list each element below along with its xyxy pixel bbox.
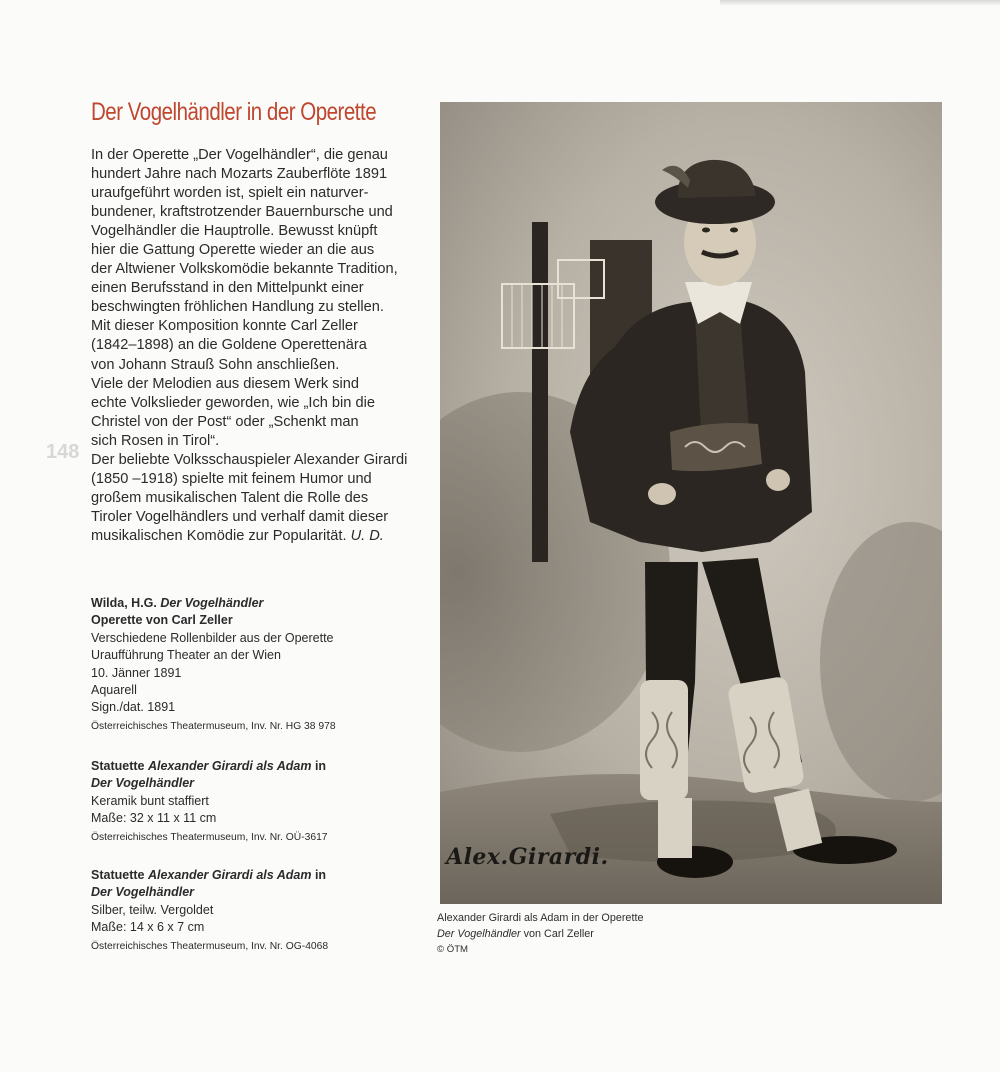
entry-subtitle: Operette von Carl Zeller xyxy=(91,613,233,628)
page-number: 148 xyxy=(46,441,80,463)
body-line: In der Operette „Der Vogelhändler“, die genau xyxy=(91,147,388,163)
body-line: hier die Gattung Operette wieder an die aus xyxy=(91,242,375,259)
body-line: uraufgeführt worden ist, spielt ein naturver- xyxy=(91,185,369,202)
body-line: großem musikalischen Talent die Rolle des xyxy=(91,489,369,506)
left-eye xyxy=(702,228,710,233)
entry-title: Alexander Girardi als Adam xyxy=(147,759,312,773)
body-line: Vogelhändler die Hauptrolle. Bewusst knüpft xyxy=(91,223,378,240)
entry-work: Der Vogelhändler xyxy=(91,885,195,900)
body-line: sich Rosen in Tirol“. xyxy=(91,432,220,449)
entry-connector: in xyxy=(314,868,327,882)
scan-edge-shadow xyxy=(720,0,1000,6)
entry-detail: Verschiedene Rollenbilder aus der Operette xyxy=(91,630,334,645)
body-line: beschwingten fröhlichen Handlung zu stellen. xyxy=(91,299,384,316)
body-line: (1850 –1918) spielte mit feinem Humor und xyxy=(91,470,372,487)
body-line: der Altwiener Volkskomödie bekannte Tradition, xyxy=(91,261,398,278)
right-hand xyxy=(766,469,790,491)
entry-collection: Österreichisches Theatermuseum, Inv. Nr. OG-4068 xyxy=(91,940,329,952)
hat-crown xyxy=(678,160,756,198)
entry-detail: Sign./dat. 1891 xyxy=(91,700,176,715)
body-line: Tiroler Vogelhändlers und verhalf damit dieser xyxy=(91,508,389,525)
entry-title: Der Vogelhändler xyxy=(160,596,264,610)
entry-detail: Silber, teilw. Vergoldet xyxy=(91,902,214,917)
catalog-entry-statuette-ceramic xyxy=(91,758,421,847)
entry-title: Alexander Girardi als Adam xyxy=(147,868,312,882)
body-text xyxy=(91,146,408,546)
hat-feather xyxy=(662,166,690,188)
entry-prefix: Statuette xyxy=(91,868,145,882)
entry-artist: Wilda, H.G. xyxy=(91,596,157,610)
girardi-photograph xyxy=(440,102,942,904)
catalog-entry-wilda xyxy=(91,595,421,736)
body-line: (1842–1898) an die Goldene Operettenära xyxy=(91,337,367,354)
body-line: echte Volkslieder geworden, wie „Ich bin die xyxy=(91,394,375,411)
entry-collection: Österreichisches Theatermuseum, Inv. Nr. OÜ-3617 xyxy=(91,831,328,843)
photo-illustration xyxy=(440,102,942,904)
caption-line: Alexander Girardi als Adam in der Operette xyxy=(437,912,644,924)
entry-connector: in xyxy=(314,759,327,773)
caption-credit: © ÖTM xyxy=(437,944,469,955)
entry-prefix: Statuette xyxy=(91,759,145,773)
right-eye xyxy=(730,228,738,233)
author-initials: U. D. xyxy=(350,527,384,544)
body-line: Christel von der Post“ oder „Schenkt man xyxy=(91,413,359,430)
body-line: einen Berufsstand in den Mittelpunkt einer xyxy=(91,280,364,297)
left-ankle xyxy=(658,798,692,858)
body-line: Mit dieser Komposition konnte Carl Zeller xyxy=(91,318,358,335)
backdrop-foliage xyxy=(820,522,942,802)
entry-detail: Maße: 32 x 11 x 11 cm xyxy=(91,811,217,826)
entry-work: Der Vogelhändler xyxy=(91,776,195,791)
caption-work-title: Der Vogelhändler xyxy=(437,928,521,940)
entry-detail: Uraufführung Theater an der Wien xyxy=(91,648,281,663)
entry-detail: Maße: 14 x 6 x 7 cm xyxy=(91,920,205,935)
body-line: Viele der Melodien aus diesem Werk sind xyxy=(91,375,359,392)
caption-line-rest: von Carl Zeller xyxy=(520,928,594,940)
body-last-line xyxy=(91,527,401,546)
body-line: bundener, kraftstrotzender Bauernbursche und xyxy=(91,204,393,221)
left-knee-sock xyxy=(640,680,688,800)
entry-detail: 10. Jänner 1891 xyxy=(91,665,182,680)
backpack-frame xyxy=(532,222,548,562)
figure-belt xyxy=(670,423,762,471)
entry-detail: Aquarell xyxy=(91,683,137,698)
body-line: hundert Jahre nach Mozarts Zauberflöte 1891 xyxy=(91,166,388,183)
entry-detail: Keramik bunt staffiert xyxy=(91,793,209,808)
body-line: von Johann Strauß Sohn anschließen. xyxy=(91,356,340,373)
entry-collection: Österreichisches Theatermuseum, Inv. Nr. HG 38 978 xyxy=(91,720,336,732)
photo-caption xyxy=(437,910,737,958)
section-heading: Der Vogelhändler in der Operette xyxy=(91,98,377,126)
photo-signature: Alex.Girardi. xyxy=(446,844,609,870)
right-knee-sock xyxy=(727,676,805,795)
body-last-text: musikalischen Komödie zur Popularität. xyxy=(91,527,347,544)
body-line: Der beliebte Volksschauspieler Alexander Girardi xyxy=(91,451,408,468)
left-hand xyxy=(648,483,676,505)
catalog-entry-statuette-silver xyxy=(91,867,421,956)
